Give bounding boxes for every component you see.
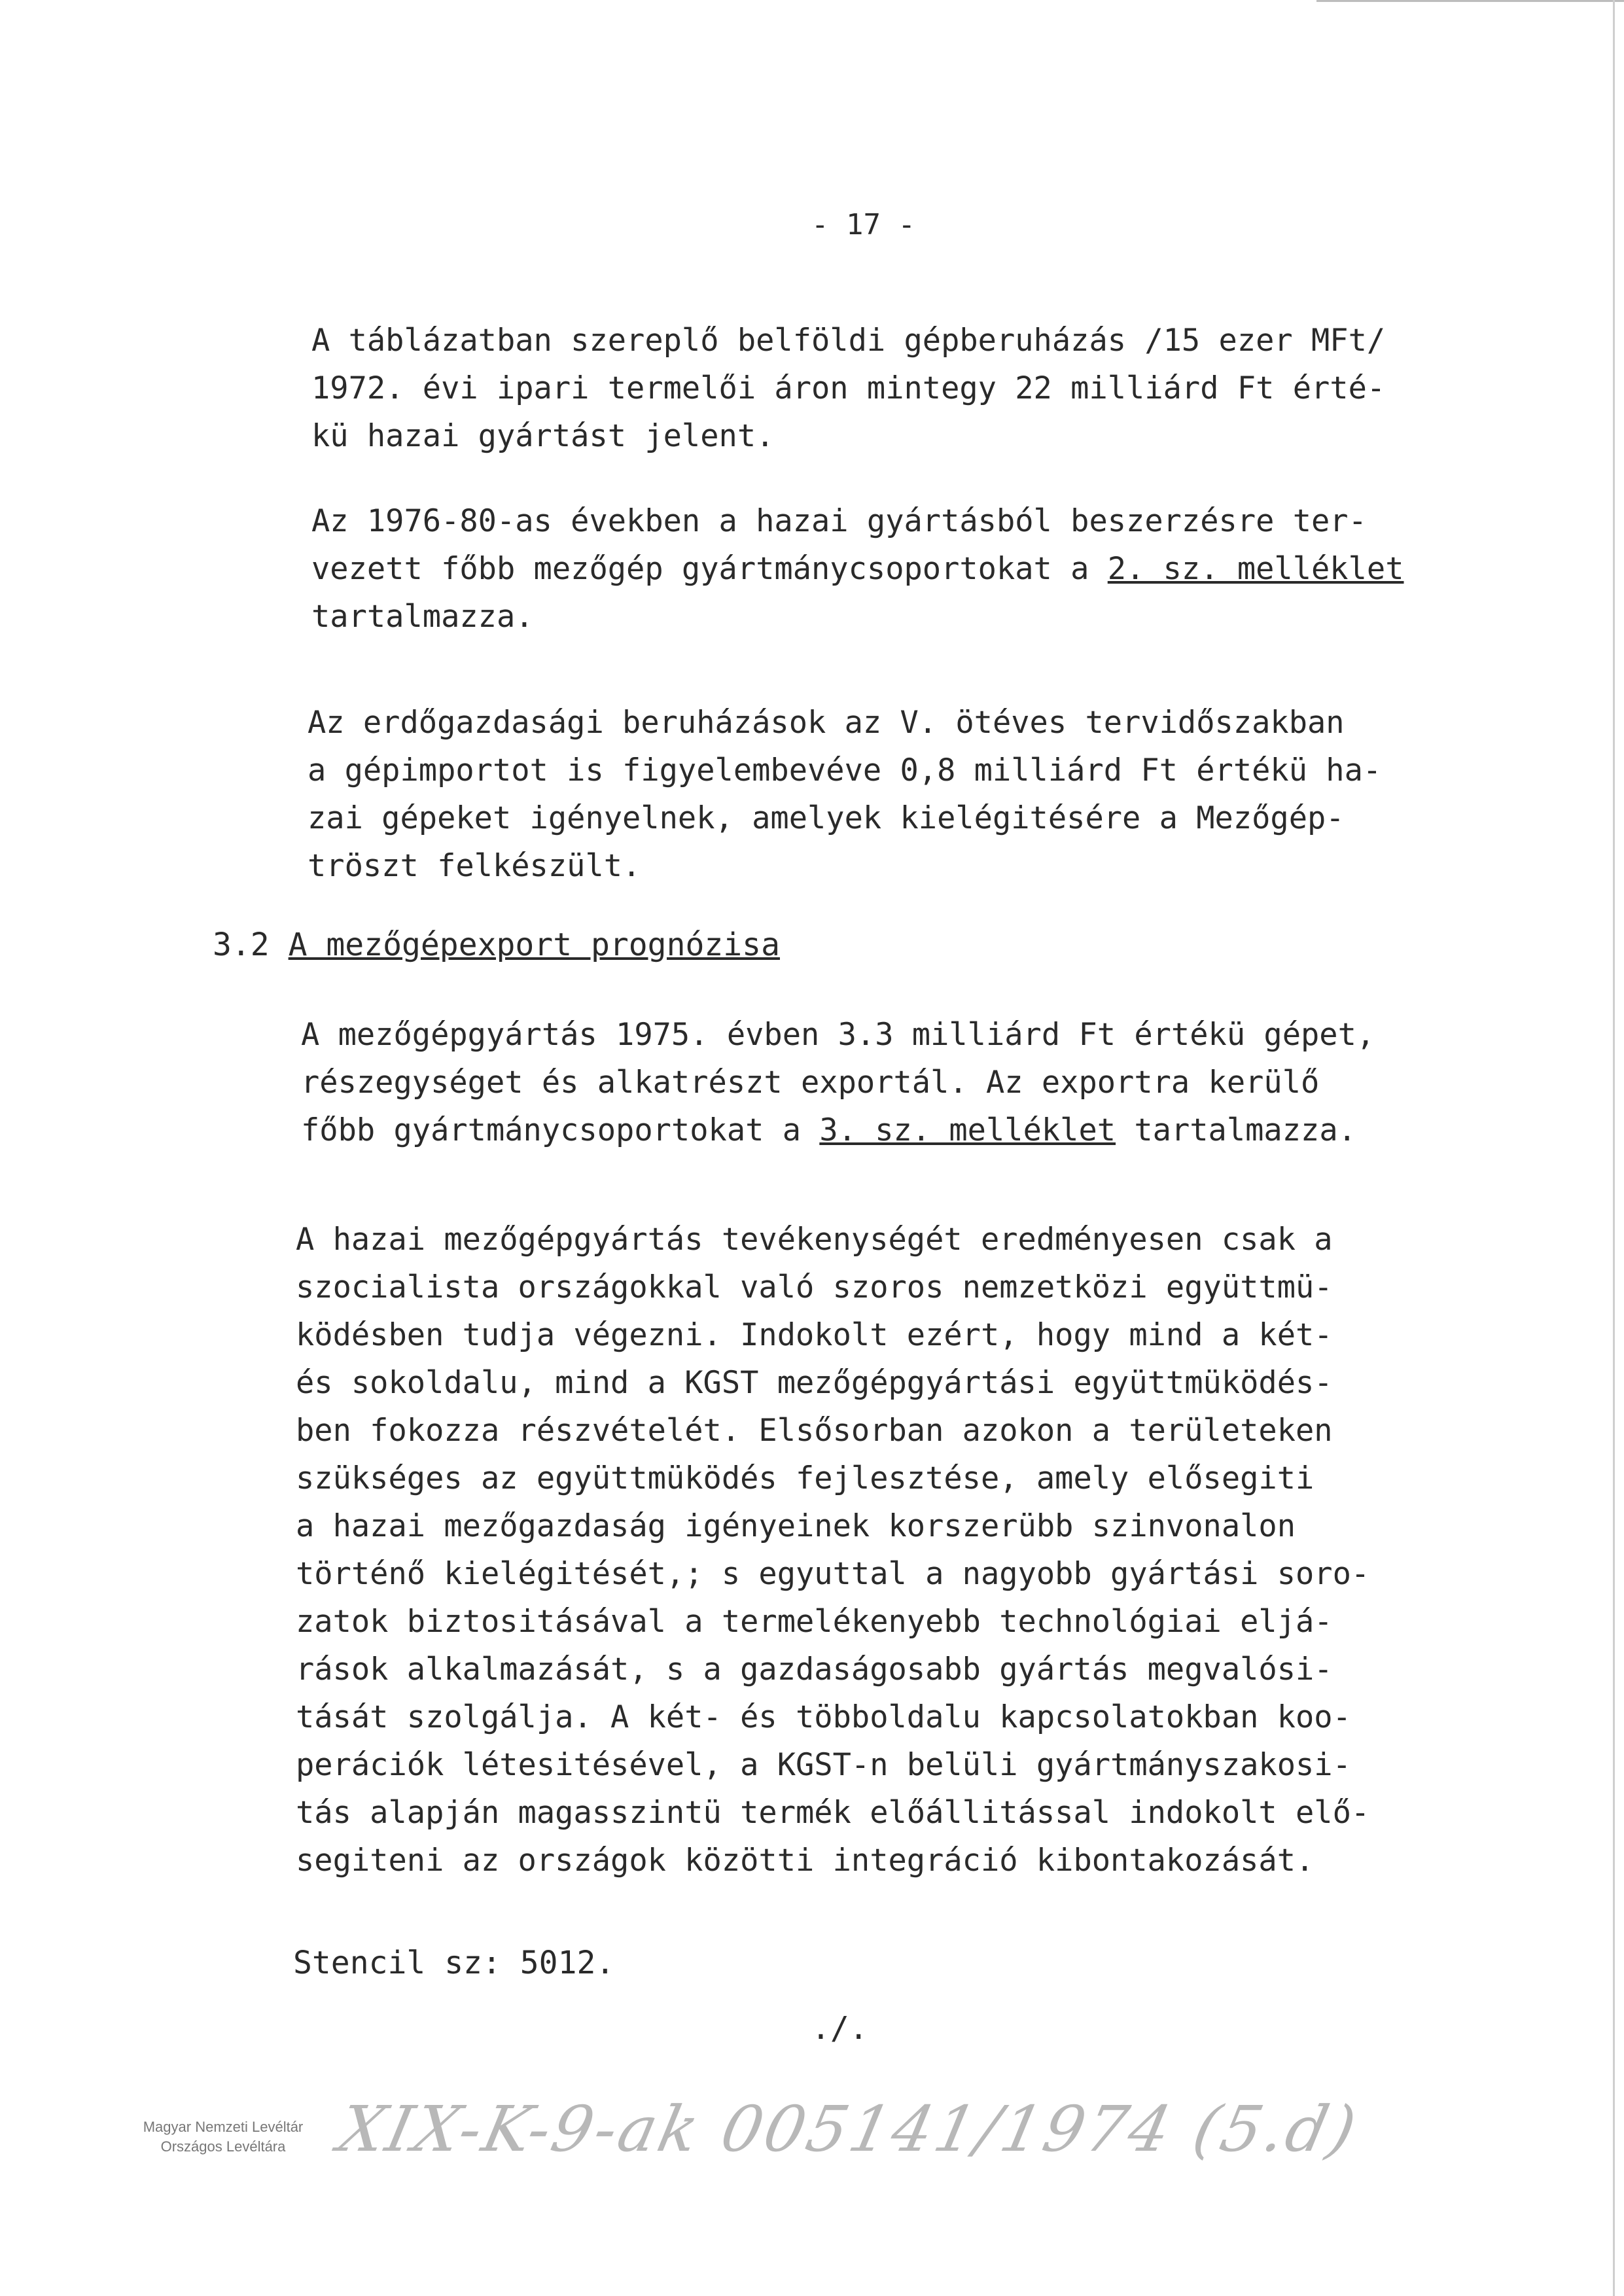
paragraph-1-line-1: A táblázatban szereplő belföldi gépberuházás /15 ezer MFt/ [311,323,1386,359]
section-heading [213,921,780,969]
paragraph-2-line-3: tartalmazza. [311,599,534,635]
section-paragraph-2-line-14: segiteni az országok közötti integráció kibontakozását. [296,1843,1315,1879]
annex-3-reference: 3. sz. melléklet [819,1112,1116,1148]
archive-stamp-line-2: Országos Levéltára [160,2138,286,2155]
section-paragraph-1-line-2: részegységet és alkatrészt exportál. Az exportra kerülő [301,1065,1320,1101]
paragraph-1 [311,317,1385,460]
section-paragraph-1-line-3-text: főbb gyártmánycsoportokat a [301,1112,820,1148]
paragraph-3-line-4: tröszt felkészült. [308,848,641,884]
section-paragraph-2-line-2: szocialista országokkal való szoros nemzetközi együttmü- [296,1269,1333,1305]
paragraph-1-line-3: kü hazai gyártást jelent. [311,418,775,454]
paragraph-2 [311,497,1404,641]
archive-stamp [115,2117,331,2157]
section-paragraph-2-line-10: rások alkalmazását, s a gazdaságosabb gyártás megvalósi- [296,1651,1333,1687]
section-paragraph-2-line-6: szükséges az együttmüködés fejlesztése, amely elősegiti [296,1460,1315,1496]
paragraph-3 [308,699,1381,890]
section-paragraph-2-line-3: ködésben tudja végezni. Indokolt ezért, hogy mind a két- [296,1317,1333,1353]
page-right-edge [1613,0,1615,2296]
section-paragraph-1-line-1: A mezőgépgyártás 1975. évben 3.3 milliárd Ft értékü gépet, [301,1017,1375,1053]
section-paragraph-2-line-11: tását szolgálja. A két- és többoldalu kapcsolatokban koo- [296,1699,1351,1735]
continuation-mark: ./. [811,2010,868,2047]
paragraph-3-line-2: a gépimportot is figyelembevéve 0,8 milliárd Ft értékü ha- [308,752,1382,788]
page-number: - 17 - [811,208,915,241]
paragraph-2-line-2 [311,545,1404,593]
section-paragraph-2-line-5: ben fokozza részvételét. Elsősorban azokon a területeken [296,1413,1333,1449]
section-title: A mezőgépexport prognózisa [288,927,780,963]
section-paragraph-2 [296,1216,1369,1884]
section-paragraph-2-line-9: zatok biztositásával a termelékenyebb technológiai eljá- [296,1604,1333,1640]
stencil-number: Stencil sz: 5012. [293,1945,615,1981]
section-paragraph-2-line-4: és sokoldalu, mind a KGST mezőgépgyártási együttmüködés- [296,1365,1333,1401]
annex-2-reference: 2. sz. melléklet [1107,551,1404,587]
section-number: 3.2 [213,927,270,963]
paragraph-3-line-3: zai gépeket igényelnek, amelyek kielégitésére a Mezőgép- [308,800,1345,836]
page-top-edge [1316,0,1624,2]
section-paragraph-2-line-1: A hazai mezőgépgyártás tevékenységét eredményesen csak a [296,1222,1333,1258]
section-paragraph-2-line-13: tás alapján magasszintü termék előállitással indokolt elő- [296,1795,1370,1831]
section-paragraph-1 [301,1011,1375,1154]
paragraph-2-line-2-text: vezett főbb mezőgép gyártmánycsoportokat a [311,551,1108,587]
section-paragraph-1-line-3-end: tartalmazza. [1116,1112,1356,1148]
paragraph-1-line-2: 1972. évi ipari termelői áron mintegy 22 milliárd Ft érté- [311,370,1386,406]
section-paragraph-1-line-3 [301,1106,1375,1154]
paragraph-2-line-1: Az 1976-80-as években a hazai gyártásból beszerzésre ter- [311,503,1367,539]
section-paragraph-2-line-12: perációk létesitésével, a KGST-n belüli gyártmányszakosi- [296,1747,1351,1783]
handwritten-reference: XIX-K-9-ak 005141/1974 (5.d) [332,2093,1365,2166]
archive-stamp-line-1: Magyar Nemzeti Levéltár [143,2119,304,2135]
section-paragraph-2-line-7: a hazai mezőgazdaság igényeinek korszerübb szinvonalon [296,1508,1296,1544]
paragraph-3-line-1: Az erdőgazdasági beruházások az V. ötéves tervidőszakban [308,705,1345,741]
section-paragraph-2-line-8: történő kielégitését,; s egyuttal a nagyobb gyártási soro- [296,1556,1370,1592]
